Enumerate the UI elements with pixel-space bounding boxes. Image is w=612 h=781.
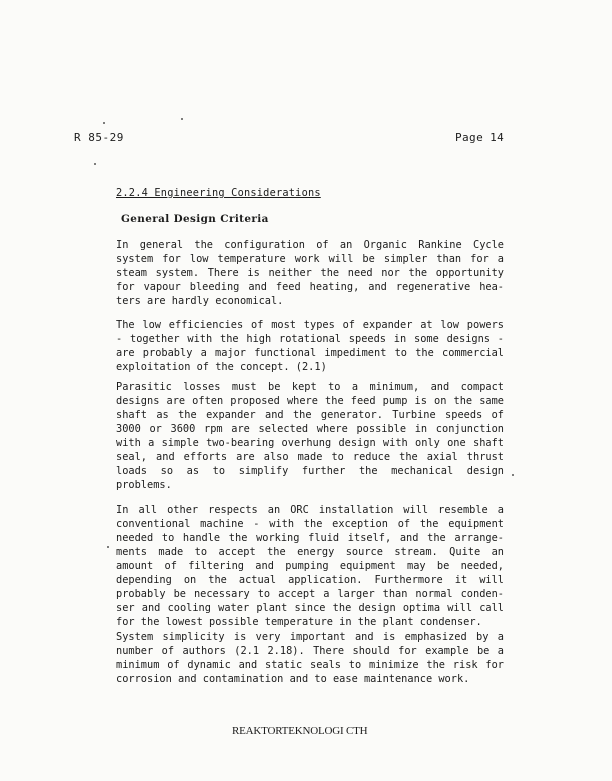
paragraph-line: for the lowest possible temperature in the plant condenser. xyxy=(116,616,482,628)
document-number: R 85-29 xyxy=(74,131,124,144)
paragraph-line: designs are often proposed where the feed pump is on the same xyxy=(116,395,504,407)
paragraph-line: conventional machine - with the exception of the equipment xyxy=(116,518,504,530)
paragraph-line: corrosion and contamination and to ease maintenance work. xyxy=(116,673,470,685)
subheading: General Design Criteria xyxy=(121,213,269,225)
paragraph-line: shaft as the expander and the generator. Turbine speeds of xyxy=(116,409,504,421)
paragraph-line: number of authors (2.1 2.18). There should for example be a xyxy=(116,645,504,657)
scan-speck xyxy=(94,163,96,165)
paragraph-line: In all other respects an ORC installation will resemble a xyxy=(116,504,504,516)
paragraph-line: are probably a major functional impediment to the commercial xyxy=(116,347,504,359)
footer-institution: REAKTORTEKNOLOGI CTH xyxy=(232,725,368,737)
paragraph-4 xyxy=(116,503,504,629)
paragraph-line: probably be necessary to accept a larger than normal conden- xyxy=(116,588,504,600)
paragraph-line: - together with the high rotational speeds in some designs - xyxy=(116,333,504,345)
paragraph-3 xyxy=(116,380,504,492)
scan-speck xyxy=(512,474,514,476)
scan-speck xyxy=(103,122,105,124)
paragraph-line: seal, and efforts are also made to reduce the axial thrust xyxy=(116,451,504,463)
paragraph-line: System simplicity is very important and is emphasized by a xyxy=(116,631,504,643)
paragraph-line: exploitation of the concept. (2.1) xyxy=(116,361,327,373)
paragraph-1 xyxy=(116,238,504,308)
paragraph-line: needed to handle the working fluid itself, and the arrange- xyxy=(116,532,504,544)
paragraph-line: depending on the actual application. Furthermore it will xyxy=(116,574,504,586)
paragraph-line: ser and cooling water plant since the design optima will call xyxy=(116,602,504,614)
paragraph-line: amount of filtering and pumping equipment may be needed, xyxy=(116,560,504,572)
paragraph-5 xyxy=(116,630,504,686)
paragraph-line: system for low temperature work will be simpler than for a xyxy=(116,253,504,265)
paragraph-line: ters are hardly economical. xyxy=(116,295,284,307)
paragraph-line: Parasitic losses must be kept to a minimum, and compact xyxy=(116,381,504,393)
paragraph-line: with a simple two-bearing overhung design with only one shaft xyxy=(116,437,504,449)
paragraph-2 xyxy=(116,318,504,374)
paragraph-line: minimum of dynamic and static seals to minimize the risk for xyxy=(116,659,504,671)
paragraph-line: for vapour bleeding and feed heating, and regenerative hea- xyxy=(116,281,504,293)
page-number: Page 14 xyxy=(455,131,505,144)
section-heading: 2.2.4 Engineering Considerations xyxy=(116,187,321,199)
paragraph-line: steam system. There is neither the need nor the opportunity xyxy=(116,267,504,279)
paragraph-line: ments made to accept the energy source stream. Quite an xyxy=(116,546,504,558)
scan-speck xyxy=(107,546,109,548)
paragraph-line: 3000 or 3600 rpm are selected where possible in conjunction xyxy=(116,423,504,435)
scan-speck xyxy=(181,118,183,120)
paragraph-line: loads so as to simplify further the mechanical design xyxy=(116,465,504,477)
paragraph-line: In general the configuration of an Organic Rankine Cycle xyxy=(116,239,504,251)
paragraph-line: The low efficiencies of most types of expander at low powers xyxy=(116,319,504,331)
paragraph-line: problems. xyxy=(116,479,172,491)
